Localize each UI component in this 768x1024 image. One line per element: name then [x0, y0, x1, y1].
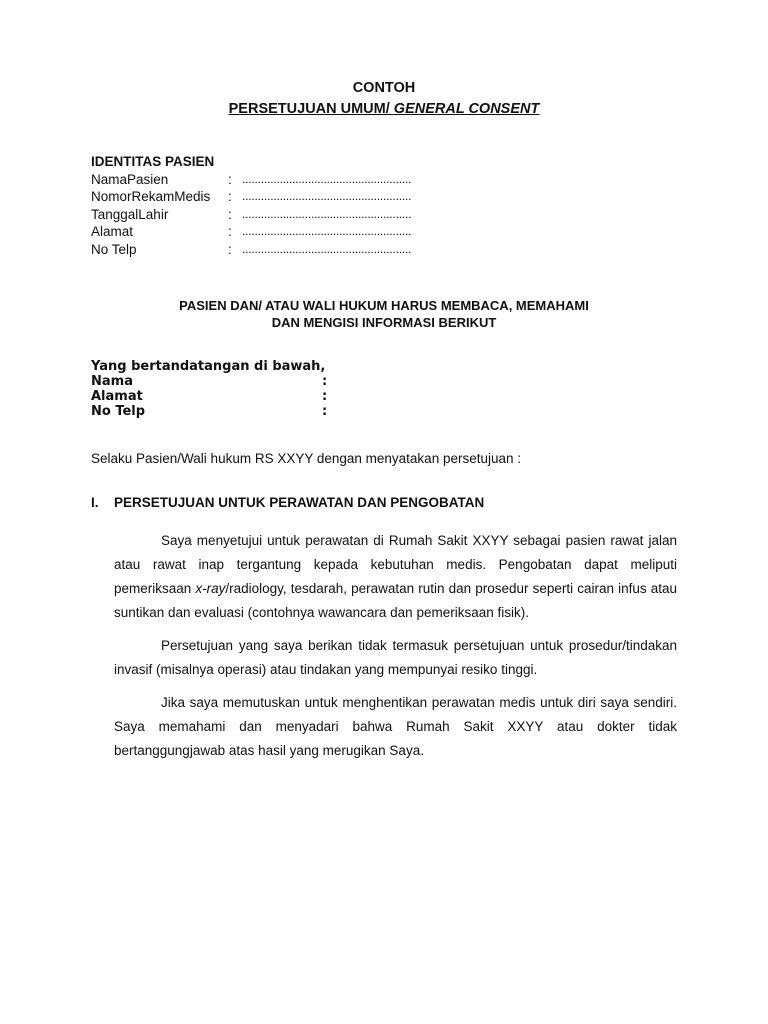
paragraph — [114, 529, 677, 625]
signer-field-colon: : — [322, 374, 328, 389]
paragraph-text: Saya menyetujui untuk perawatan di Rumah Sakit XXYY sebagai pasien rawat jalan atau rawat inap tergantung kepada kebutuhan medis. Pengobatan dapat meliputi pemeriksaan — [114, 533, 677, 596]
signer-field-row — [91, 374, 327, 389]
patient-identity-block — [91, 153, 411, 258]
signer-field-label: Nama — [91, 374, 133, 389]
title-line-consent — [0, 99, 768, 120]
signer-field-row — [91, 404, 327, 419]
section-number: I. — [91, 495, 99, 510]
signer-block — [91, 359, 327, 419]
identity-field-blank: ...................................................... — [242, 241, 412, 256]
title-consent-prefix: PERSETUJUAN UMUM/ — [228, 101, 394, 117]
identity-field-blank: ...................................................... — [242, 171, 412, 186]
identity-field-row — [91, 188, 411, 206]
title-consent-italic: GENERAL CONSENT — [393, 101, 540, 117]
signer-field-colon: : — [322, 389, 328, 404]
identity-field-colon: : — [228, 241, 232, 257]
identity-field-blank: ...................................................... — [242, 224, 412, 238]
identity-field-blank: ...................................................... — [242, 206, 412, 221]
signer-field-colon: : — [322, 404, 328, 419]
identity-field-row — [91, 171, 411, 189]
identity-field-row — [91, 241, 411, 259]
identity-field-label: NamaPasien — [91, 171, 169, 187]
section-heading — [91, 495, 484, 510]
identity-field-blank: ...................................................... — [242, 189, 412, 203]
patient-identity-heading: IDENTITAS PASIEN — [91, 154, 215, 169]
identity-field-row — [91, 206, 411, 224]
instruction-line: PASIEN DAN/ ATAU WALI HUKUM HARUS MEMBACA, MEMAHAMI — [179, 298, 589, 313]
identity-field-colon: : — [228, 206, 232, 222]
identity-field-label: Alamat — [91, 224, 134, 239]
paragraph-text: /radiology, tesdarah, perawatan rutin dan prosedur seperti cairan infus atau suntikan dan evaluasi (contohnya wawancara dan pemeriksaan fisik). — [114, 581, 677, 620]
title-line-contoh: CONTOH — [352, 80, 416, 96]
identity-field-label: No Telp — [91, 241, 137, 257]
identity-field-colon: : — [228, 171, 232, 187]
section-title: PERSETUJUAN UNTUK PERAWATAN DAN PENGOBATAN — [114, 495, 485, 510]
identity-field-label: TanggalLahir — [91, 206, 169, 222]
paragraph: Persetujuan yang saya berikan tidak termasuk persetujuan untuk prosedur/tindakan invasif (misalnya operasi) atau tindakan yang mempunyai resiko tinggi. — [114, 638, 677, 677]
identity-field-row — [91, 223, 411, 241]
paragraph: Jika saya memutuskan untuk menghentikan perawatan medis untuk diri saya sendiri. Saya memahami dan menyadari bahwa Rumah Sakit XXYY atau dokter tidak bertanggungjawab atas hasil yang merugikan Saya. — [114, 695, 677, 758]
instruction-heading — [0, 297, 768, 331]
paragraph-italic-term: x-ray — [195, 581, 226, 596]
signer-field-label: Alamat — [91, 389, 143, 404]
instruction-line: DAN MENGISI INFORMASI BERIKUT — [271, 315, 497, 330]
identity-field-colon: : — [228, 224, 232, 239]
signer-field-row — [91, 389, 327, 404]
section-body — [114, 529, 677, 772]
signer-heading: Yang bertandatangan di bawah, — [91, 359, 326, 374]
document-title — [0, 78, 768, 120]
identity-field-label: NomorRekamMedis — [91, 189, 211, 204]
identity-field-colon: : — [228, 189, 232, 204]
consent-intro-statement: Selaku Pasien/Wali hukum RS XXYY dengan menyatakan persetujuan : — [91, 451, 522, 466]
signer-field-label: No Telp — [91, 404, 146, 419]
